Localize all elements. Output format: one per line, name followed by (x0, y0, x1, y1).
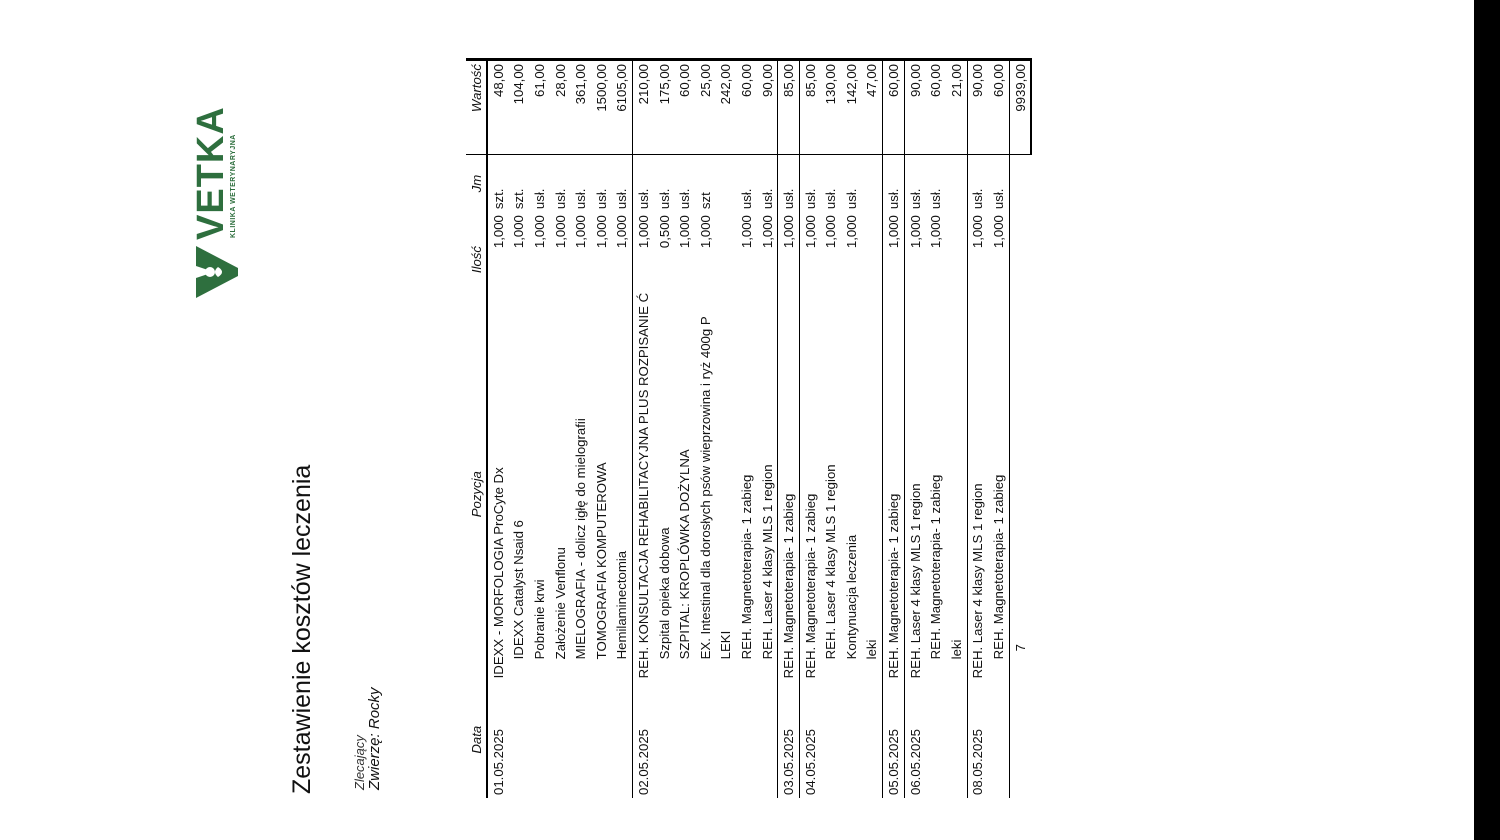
table-row (591, 60, 612, 799)
table-row (925, 60, 946, 799)
cell-date (716, 681, 737, 798)
cell-date (757, 681, 778, 798)
cell-position: Szpital opieka dobowa (656, 527, 672, 660)
cell-qty: 1,000 (531, 215, 547, 249)
cell-position: MIELOGRAFIA - dolicz igłę do mielografii (573, 418, 589, 660)
cell-date (654, 681, 675, 798)
cell-position: TOMOGRAFIA KOMPUTEROWA (593, 462, 609, 660)
cell-date: 06.05.2025 (907, 728, 923, 795)
cell-date (509, 681, 530, 798)
cell-position: REH. Magnetoterapia- 1 zabieg (928, 474, 944, 660)
total-spacer (1009, 212, 1031, 307)
cell-value: 28,00 (550, 60, 571, 155)
cell-value: 85,00 (799, 60, 820, 155)
cell-qty: 1,000 (802, 215, 818, 249)
table-row (862, 60, 883, 799)
logo-brand: VETKA (190, 106, 232, 240)
cell-qty: 1,000 (511, 215, 527, 249)
cell-value: 21,00 (946, 60, 967, 155)
cell-date (925, 681, 946, 798)
cell-unit: usł. (778, 154, 800, 212)
cell-unit: szt (697, 192, 713, 210)
cell-date: 08.05.2025 (970, 728, 986, 795)
cell-qty: 1,000 (697, 215, 713, 249)
table-row (570, 60, 591, 799)
cell-value: 25,00 (695, 60, 716, 155)
cell-unit: usł. (988, 154, 1009, 212)
page-title: Zestawienie kosztów leczenia (288, 464, 316, 794)
cell-date (529, 681, 550, 798)
table-row (883, 60, 905, 799)
total-count: 7 (1009, 307, 1031, 681)
table-row (654, 60, 675, 799)
cell-value: 47,00 (862, 60, 883, 155)
table-row (509, 60, 530, 799)
cell-value: 361,00 (570, 60, 591, 155)
cell-qty: 1,000 (843, 215, 859, 249)
table-body (487, 60, 1031, 799)
cell-position: SZPITAL: KROPLÓWKA DOŻYLNA (677, 449, 693, 660)
cell-date (988, 681, 1009, 798)
cell-position: IDEXX Catalyst Nsaid 6 (511, 520, 527, 660)
table-row (821, 60, 842, 799)
cell-position: REH. Laser 4 klasy MLS 1 region (970, 483, 986, 679)
cell-qty: 1,000 (738, 215, 754, 249)
total-spacer (1009, 154, 1031, 212)
cell-unit: usł. (907, 188, 923, 210)
total-value: 9939,00 (1009, 60, 1031, 155)
cell-qty: 1,000 (988, 212, 1009, 307)
animal-line (366, 687, 383, 790)
cell-position: REH. KONSULTACJA REHABILITACYJNA PLUS ROZPISANIE Ć (635, 292, 651, 679)
table-row (988, 60, 1009, 799)
cell-value: 210,00 (633, 60, 654, 155)
cell-date: 03.05.2025 (778, 681, 800, 798)
cell-qty: 1,000 (612, 212, 633, 307)
cell-unit (946, 154, 967, 212)
cell-date (695, 681, 716, 798)
owner-label: Zlecający (352, 735, 367, 790)
cell-value: 90,00 (967, 60, 988, 155)
cell-unit: usł. (928, 188, 944, 210)
cell-qty: 1,000 (677, 215, 693, 249)
cell-value: 60,00 (883, 60, 905, 155)
cell-value: 90,00 (757, 60, 778, 155)
cell-qty: 1,000 (593, 215, 609, 249)
table-row (736, 60, 757, 799)
logo-tagline: KLINIKA WETERYNARYJNA (230, 134, 237, 238)
cell-date (736, 681, 757, 798)
cell-unit: usł. (738, 188, 754, 210)
cell-date: 05.05.2025 (883, 681, 905, 798)
table-row (716, 60, 737, 799)
table-row (967, 60, 988, 799)
cell-value: 130,00 (821, 60, 842, 155)
header-unit: Jm (466, 154, 487, 212)
cell-position: IDEXX - MORFOLOGIA ProCyte Dx (490, 467, 506, 679)
cell-unit: usł. (612, 154, 633, 212)
cell-qty: 1,000 (573, 215, 589, 249)
cell-qty: 1,000 (883, 212, 905, 307)
cell-qty: 1,000 (757, 212, 778, 307)
cell-unit: usł. (823, 188, 839, 210)
cell-value: 242,00 (716, 60, 737, 155)
table-row (529, 60, 550, 799)
cell-value: 90,00 (904, 60, 925, 155)
cell-date: 01.05.2025 (490, 728, 506, 795)
cell-position: Hemilaminectomia (612, 307, 633, 681)
cell-value: 60,00 (674, 60, 695, 155)
cell-unit: usł. (593, 188, 609, 210)
cell-qty: 1,000 (490, 215, 506, 249)
table-row (946, 60, 967, 799)
cell-position: Założenie Venflonu (552, 547, 568, 660)
cell-unit: usł. (802, 188, 818, 210)
cell-unit (862, 154, 883, 212)
header-date: Data (466, 681, 487, 798)
cell-qty: 1,000 (778, 212, 800, 307)
cell-position: REH. Magnetoterapia- 1 zabieg (802, 493, 818, 679)
header-position: Pozycja (466, 307, 487, 681)
cell-position: REH. Magnetoterapia- 1 zabieg (988, 307, 1009, 681)
table-row (550, 60, 571, 799)
cell-value: 104,00 (509, 60, 530, 155)
viewer-right-edge (1474, 0, 1500, 840)
table-row (674, 60, 695, 799)
cell-date (612, 681, 633, 798)
cell-position: REH. Laser 4 klasy MLS 1 region (823, 464, 839, 660)
cell-value: 6105,00 (612, 60, 633, 155)
cell-position: REH. Magnetoterapia- 1 zabieg (778, 307, 800, 681)
table-row (487, 60, 509, 799)
cell-date (821, 681, 842, 798)
cell-unit: usł. (552, 188, 568, 210)
cell-unit: usł. (970, 188, 986, 210)
cell-position: leki (862, 307, 883, 681)
cell-position: EX. Intestinal dla dorosłych psów wieprzowina i ryż 400g P (697, 316, 713, 660)
cell-unit: usł. (757, 154, 778, 212)
cell-date (674, 681, 695, 798)
cell-qty (862, 212, 883, 307)
header-value: Wartość (466, 60, 487, 155)
cell-position: REH. Laser 4 klasy MLS 1 region (907, 483, 923, 679)
cell-value: 60,00 (736, 60, 757, 155)
cell-unit (716, 154, 737, 212)
cell-position: REH. Laser 4 klasy MLS 1 region (757, 307, 778, 681)
cell-date (862, 681, 883, 798)
table-row (757, 60, 778, 799)
cell-value: 142,00 (841, 60, 862, 155)
cell-unit: usł. (635, 188, 651, 210)
table-header (466, 60, 487, 799)
cell-value: 175,00 (654, 60, 675, 155)
table-row (778, 60, 800, 799)
cell-position: leki (946, 307, 967, 681)
cell-date (946, 681, 967, 798)
header-qty: Ilość (466, 212, 487, 307)
table-row (695, 60, 716, 799)
cell-position: REH. Magnetoterapia- 1 zabieg (883, 307, 905, 681)
total-row (1009, 60, 1031, 799)
cell-value: 60,00 (925, 60, 946, 155)
cell-unit: usł. (677, 188, 693, 210)
vetka-logo-icon (192, 246, 238, 298)
cell-unit: usł. (656, 188, 672, 210)
cell-value: 48,00 (487, 60, 509, 155)
table-row (841, 60, 862, 799)
cell-date (841, 681, 862, 798)
cell-qty: 1,000 (970, 215, 986, 249)
cell-date: 04.05.2025 (802, 728, 818, 795)
cell-unit: usł. (573, 188, 589, 210)
cell-qty: 1,000 (928, 215, 944, 249)
cell-qty (716, 212, 737, 307)
cell-qty: 1,000 (823, 215, 839, 249)
cell-position: LEKI (718, 630, 734, 660)
cell-qty: 1,000 (552, 215, 568, 249)
cell-unit: szt. (511, 188, 527, 210)
cell-qty: 0,500 (656, 215, 672, 249)
cell-date (591, 681, 612, 798)
clinic-logo (190, 106, 242, 298)
cell-value: 85,00 (778, 60, 800, 155)
cell-value: 61,00 (529, 60, 550, 155)
cell-qty: 1,000 (635, 215, 651, 249)
cell-date (550, 681, 571, 798)
animal-label: Zwierzę: (366, 733, 383, 790)
cell-unit: usł. (883, 154, 905, 212)
cell-position: Pobranie krwi (531, 579, 547, 660)
table-row (799, 60, 820, 799)
total-spacer (1009, 681, 1031, 798)
cell-position: Kontynuacja leczenia (843, 534, 859, 660)
cell-value: 1500,00 (591, 60, 612, 155)
cell-unit: usł. (531, 188, 547, 210)
cell-date: 02.05.2025 (635, 728, 651, 795)
table-row (633, 60, 654, 799)
document-page (180, 48, 1060, 798)
cell-date (570, 681, 591, 798)
cell-unit: szt. (490, 188, 506, 210)
cell-qty (946, 212, 967, 307)
cell-unit: usł. (843, 188, 859, 210)
cost-table (466, 58, 1032, 798)
cell-value: 60,00 (988, 60, 1009, 155)
cell-qty: 1,000 (907, 215, 923, 249)
animal-name: Rocky (366, 687, 383, 730)
table-row (612, 60, 633, 799)
table-row (904, 60, 925, 799)
cell-position: REH. Magnetoterapia- 1 zabieg (738, 474, 754, 660)
